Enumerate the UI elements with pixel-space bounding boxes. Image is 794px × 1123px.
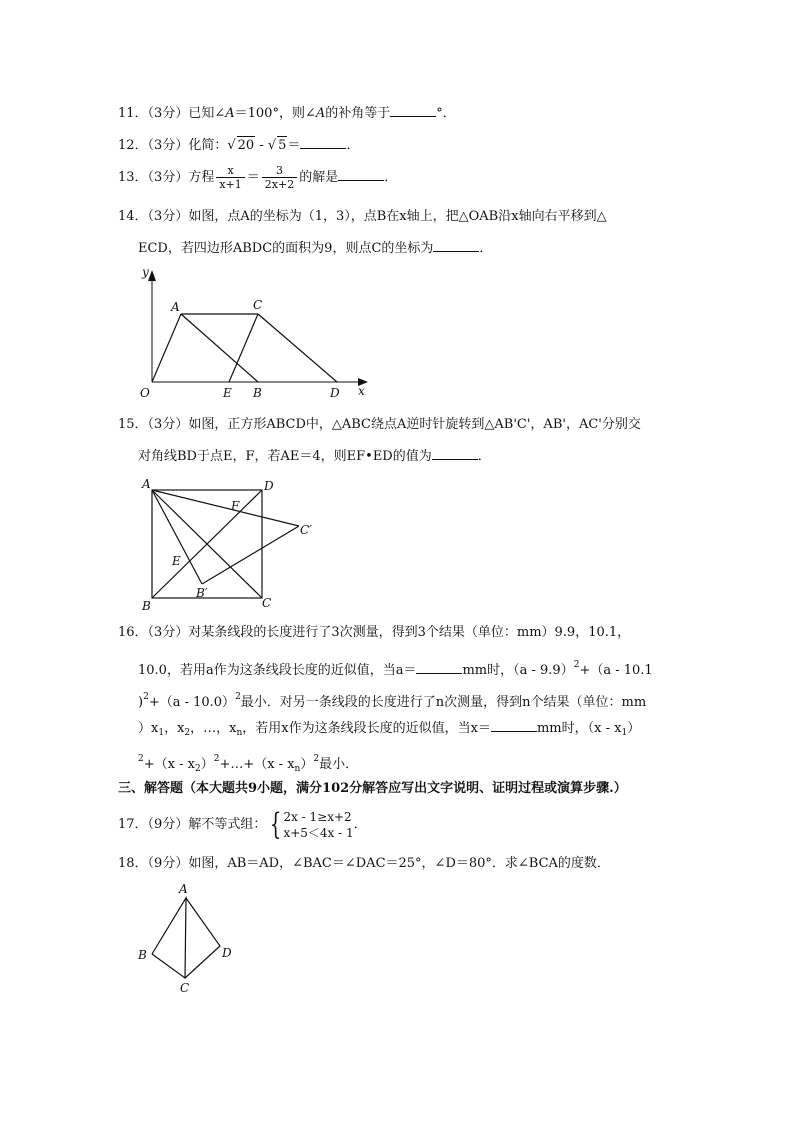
question-18	[118, 855, 610, 873]
label-B-prime: B′	[196, 586, 208, 600]
section-3-heading: 三、解答题（本大题共9小题，满分102分解答应写出文字说明、证明过程或演算步骤.）	[118, 781, 627, 796]
label-O: O	[140, 386, 150, 400]
q16-exponent: 2	[235, 692, 241, 702]
q16-number: 16．	[118, 625, 148, 640]
label-A: A	[171, 300, 180, 314]
q16-subscript: 1	[158, 728, 165, 738]
q16-text: 10.0，若用a作为这条线段长度的近似值，当a＝	[138, 663, 417, 678]
q16-text: ，…，x	[190, 721, 237, 736]
q11-score: （3分）	[147, 106, 189, 121]
question-15-line1	[118, 416, 641, 434]
q16-text: )	[138, 695, 144, 710]
question-14-line2	[138, 239, 492, 258]
label-D: D	[330, 386, 340, 400]
label-C: C	[262, 596, 272, 610]
label-B: B	[253, 386, 262, 400]
label-B: B	[138, 948, 147, 962]
q16-text: 最小．对另一条线段的长度进行了n次测量，得到n个结果（单位：mm	[240, 695, 647, 710]
question-16-line4	[138, 719, 640, 742]
segment-AB-prime	[152, 490, 202, 584]
answer-blank[interactable]	[491, 719, 537, 732]
q16-text: ，x	[164, 721, 185, 736]
question-13	[118, 164, 397, 191]
label-C: C	[253, 298, 263, 312]
q16-text: mm时，（a - 9.9）	[462, 663, 574, 678]
q14-text: ECD，若四边形ABDC的面积为9，则点C的坐标为	[138, 241, 434, 256]
q16-score: （3分）	[147, 625, 189, 640]
q15-text: ．	[477, 449, 491, 464]
q11-number: 11．	[118, 106, 148, 121]
q12-radicand: 20	[237, 138, 255, 153]
segment-OA	[152, 314, 181, 382]
label-E: E	[223, 386, 232, 400]
q12-text: ＝	[287, 138, 301, 153]
question-16-line2	[138, 656, 653, 680]
q16-text: 对某条线段的长度进行了3次测量，得到3个结果（单位：mm）9.9，10.1，	[188, 625, 631, 640]
q14-text: 如图，点A的坐标为（1，3），点B在x轴上，把△OAB沿x轴向右平移到△	[188, 209, 607, 224]
question-16-line5	[138, 750, 358, 778]
q16-text: mm时，（x - x	[536, 721, 622, 736]
segment-AC-prime	[152, 490, 299, 526]
fraction-denominator: x+1	[219, 178, 242, 191]
q14-score: （3分）	[147, 209, 189, 224]
q18-score: （9分）	[147, 856, 189, 871]
q15-text: 对角线BD于点E，F，若AE＝4，则EF•ED的值为	[138, 449, 432, 464]
q16-text: +…+（x - x	[219, 757, 295, 772]
q15-score: （3分）	[147, 417, 189, 432]
q12-number: 12．	[118, 138, 148, 153]
label-A: A	[142, 477, 151, 491]
q11-text: 已知∠	[188, 106, 226, 121]
q12-text: ．	[346, 138, 360, 153]
q17-score: （9分）	[147, 817, 189, 832]
answer-blank[interactable]	[390, 104, 436, 117]
fraction-numerator: 3	[262, 164, 297, 178]
label-C-prime: C′	[300, 523, 312, 537]
q17-text: ．	[353, 817, 367, 832]
q16-subscript: n	[294, 764, 301, 774]
q17-number: 17．	[118, 817, 148, 832]
q16-subscript: 2	[184, 728, 191, 738]
q13-text: ．	[384, 170, 398, 185]
q13-text: 的解是	[299, 170, 339, 185]
q14-figure	[136, 264, 376, 404]
label-D: D	[222, 946, 232, 960]
q17-text: 解不等式组：	[188, 817, 267, 832]
q13-text: 方程	[188, 170, 215, 185]
q12-text: 化简：	[188, 138, 228, 153]
q14-number: 14．	[118, 209, 148, 224]
q16-exponent: 2	[213, 754, 220, 764]
label-y: y	[142, 265, 149, 279]
q15-text: 如图，正方形ABCD中，△ABC绕点A逆时针旋转到△AB'C'，AB'，AC'分别交	[188, 417, 641, 432]
q16-subscript: n	[236, 728, 243, 738]
fraction-numerator: x	[216, 164, 244, 178]
q18-number: 18．	[118, 856, 148, 871]
segment-EC	[229, 314, 258, 382]
q16-subscript: 1	[621, 728, 628, 738]
answer-blank[interactable]	[338, 168, 384, 181]
q15-number: 15．	[118, 417, 148, 432]
q16-text: ）	[627, 721, 641, 736]
question-16-line3	[138, 688, 646, 712]
inequality-1: 2x - 1≥x+2	[283, 809, 352, 824]
question-16-line1	[118, 624, 630, 642]
q12-score: （3分）	[147, 138, 189, 153]
fraction-denominator: 2x+2	[264, 178, 295, 191]
fraction	[262, 164, 297, 191]
q13-text: ＝	[246, 170, 260, 185]
answer-blank[interactable]	[432, 447, 478, 460]
q12-radicand: 5	[278, 138, 287, 153]
label-x: x	[358, 384, 365, 398]
label-A: A	[179, 882, 188, 896]
segment-CD	[258, 314, 337, 382]
q13-score: （3分）	[147, 170, 189, 185]
q11-var: A	[225, 106, 235, 121]
question-15-line2	[138, 447, 491, 466]
q11-var: A	[315, 106, 326, 121]
y-axis-arrow-icon	[148, 270, 156, 281]
q16-text: ）x	[138, 721, 159, 736]
answer-blank[interactable]	[416, 661, 462, 674]
label-F: F	[231, 499, 240, 513]
q16-text: +（a - 10.1	[579, 663, 653, 678]
fraction	[216, 164, 244, 191]
segment-AB	[181, 314, 258, 382]
triangle-ADC	[185, 898, 220, 978]
label-D: D	[264, 479, 274, 493]
triangle-ABC	[152, 898, 186, 978]
q14-text: ．	[479, 241, 493, 256]
q16-text: 最小．	[319, 757, 359, 772]
question-14-line1	[118, 208, 607, 226]
q16-subscript: 2	[194, 764, 201, 774]
q16-exponent: 2	[143, 692, 149, 702]
q16-text: +（a - 10.0）	[148, 695, 236, 710]
brace-icon: {	[270, 806, 282, 842]
question-17	[118, 808, 367, 842]
label-C: C	[180, 981, 190, 995]
label-B: B	[142, 599, 151, 613]
q11-text: °．	[436, 106, 456, 121]
q15-figure	[136, 474, 326, 614]
answer-blank[interactable]	[433, 239, 479, 252]
q16-text: ）	[200, 757, 214, 772]
inequality-2: x+5＜4x - 1	[283, 825, 354, 840]
label-E: E	[172, 554, 181, 568]
question-11	[118, 104, 456, 123]
q16-text: +（x - x	[143, 757, 195, 772]
q18-figure	[134, 880, 244, 995]
q16-exponent: 2	[313, 754, 320, 764]
q16-text: ，若用x作为这条线段长度的近似值，当x＝	[242, 721, 491, 736]
q11-text: ＝100°，则∠	[234, 106, 316, 121]
q16-exponent: 2	[573, 660, 580, 670]
q13-number: 13．	[118, 170, 148, 185]
q18-text: 如图，AB＝AD，∠BAC＝∠DAC＝25°，∠D＝80°．求∠BCA的度数．	[188, 856, 610, 871]
q11-text: 的补角等于	[325, 106, 391, 121]
q16-exponent: 2	[138, 754, 144, 764]
q12-minus: -	[255, 138, 268, 153]
inequality-system	[283, 809, 353, 841]
answer-blank[interactable]	[300, 136, 346, 149]
q16-text: ）	[300, 757, 314, 772]
question-12: 12．（3分）化简：√ 20 - √ 5＝ ．	[118, 138, 360, 153]
